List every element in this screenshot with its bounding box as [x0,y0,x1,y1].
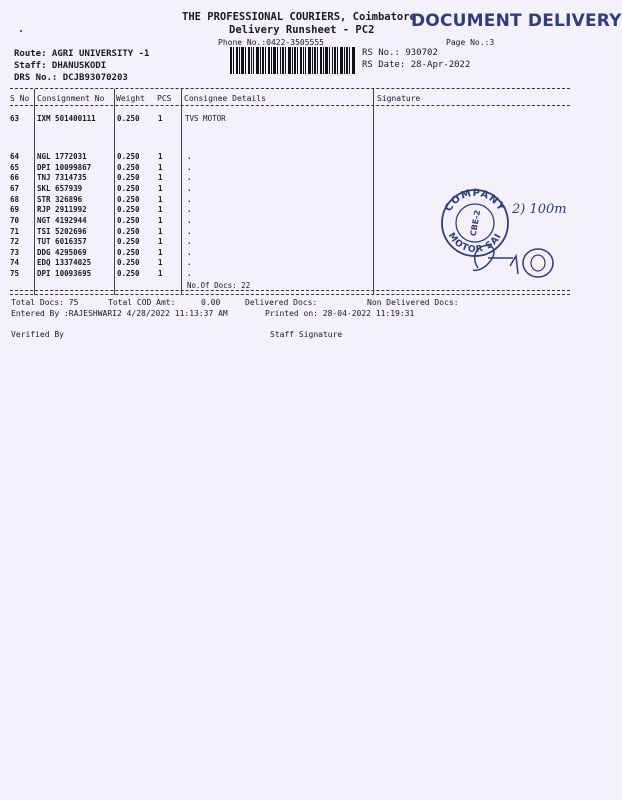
row-consignment: TSI 5202696 [37,227,87,236]
handwritten-note: 2) 100m [512,202,567,217]
row-sno: 63 [10,114,20,123]
row-consignment: EDQ 13374025 [37,258,92,267]
row-consignment: RJP 2911992 [37,205,87,214]
verified-by: Verified By [11,330,64,339]
row-details: . [187,248,192,257]
row-sno: 66 [10,173,20,182]
row-details: . [187,152,192,161]
row-pcs: 1 [158,227,163,236]
row-sno: 73 [10,248,20,257]
row-consignment: DDG 4295069 [37,248,87,257]
row-pcs: 1 [158,205,163,214]
col-header-sno: S No [10,94,30,103]
drs-number: DRS No.: DCJB93070203 [14,73,128,83]
row-weight: 0.250 [117,114,140,123]
row-weight: 0.250 [117,216,140,225]
col-header-consignee: Consignee Details [184,94,266,103]
row-weight: 0.250 [117,163,140,172]
row-consignment: STR 326896 [37,195,83,204]
row-consignment: NGT 4192944 [37,216,87,225]
row-details: . [187,195,192,204]
total-cod-value: 0.00 [201,298,221,307]
row-details: . [187,216,192,225]
entered-by: Entered By :RAJESHWARI2 4/28/2022 11:13:37 AM [11,309,228,318]
row-pcs: 1 [158,195,163,204]
row-consignment: DPI 10099867 [37,163,92,172]
row-details: . [187,173,192,182]
runsheet-title: Delivery Runsheet - PC2 [229,24,375,36]
row-weight: 0.250 [117,195,140,204]
table-bottom-rule [10,290,570,291]
barcode [230,47,355,74]
row-consignment: SKL 657939 [37,184,83,193]
row-details: . [187,163,192,172]
row-details: TVS MOTOR [185,114,226,123]
row-weight: 0.250 [117,269,140,278]
row-pcs: 1 [158,269,163,278]
row-consignment: TUT 6016357 [37,237,87,246]
row-consignment: TNJ 7314735 [37,173,87,182]
col-divider [181,89,182,295]
staff-signature: Staff Signature [270,330,343,339]
col-header-weight: Weight [116,94,145,103]
col-divider [34,89,35,295]
row-weight: 0.250 [117,227,140,236]
row-weight: 0.250 [117,205,140,214]
row-consignment: IXM 501400111 [37,114,96,123]
row-weight: 0.250 [117,258,140,267]
row-sno: 67 [10,184,20,193]
company-seal-stamp [438,178,588,288]
row-weight: 0.250 [117,173,140,182]
seal-top-text: COMPANY [443,187,507,214]
row-sno: 70 [10,216,20,225]
signature-scribble [473,246,513,271]
row-sno: 74 [10,258,20,267]
row-sno: 65 [10,163,20,172]
route: Route: AGRI UNIVERSITY -1 [14,49,150,59]
staff: Staff: DHANUSKODI [14,61,107,71]
stray-dot [20,30,22,32]
page-number: Page No.:3 [446,38,495,47]
row-sno: 68 [10,195,20,204]
row-sno: 72 [10,237,20,246]
row-weight: 0.250 [117,184,140,193]
rs-date: RS Date: 28-Apr-2022 [362,60,471,70]
row-sno: 71 [10,227,20,236]
row-pcs: 1 [158,216,163,225]
col-header-consignment: Consignment No [37,94,105,103]
row-details: . [187,269,192,278]
row-consignment: NGL 1772031 [37,152,87,161]
row-weight: 0.250 [117,237,140,246]
delivered-docs: Delivered Docs: [245,298,318,307]
col-divider [114,89,115,295]
seal-center-text: CBE-2 [468,209,483,237]
row-pcs: 1 [158,258,163,267]
col-header-signature: Signature [377,94,421,103]
non-delivered-docs: Non Delivered Docs: [367,298,459,307]
row-sno: 69 [10,205,20,214]
row-pcs: 1 [158,184,163,193]
row-details: . [187,205,192,214]
total-docs: Total Docs: 75 [11,298,79,307]
row-sno: 75 [10,269,20,278]
row-details: . [187,237,192,246]
table-top-rule [10,88,570,89]
company-name: THE PROFESSIONAL COURIERS, Coimbatore [182,11,416,23]
col-divider [373,89,374,295]
row-details: . [187,227,192,236]
row-pcs: 1 [158,114,163,123]
row-details: . [187,258,192,267]
total-cod-label: Total COD Amt: [108,298,176,307]
row-weight: 0.250 [117,248,140,257]
col-header-pcs: PCS [157,94,172,103]
document-delivery-stamp: DOCUMENT DELIVERY [411,11,622,31]
table-header-rule [10,105,570,106]
printed-on: Printed on: 28-04-2022 11:19:31 [265,309,415,318]
row-sno: 64 [10,152,20,161]
row-weight: 0.250 [117,152,140,161]
row-consignment: DPI 10093695 [37,269,92,278]
row-pcs: 1 [158,163,163,172]
rs-number: RS No.: 930702 [362,48,438,58]
phone-number: Phone No.:0422-3505555 [218,38,324,47]
row-pcs: 1 [158,237,163,246]
seal-bottom-text: MOTOR SAI [445,231,505,256]
row-pcs: 1 [158,173,163,182]
no-of-docs: No.Of Docs: 22 [187,281,251,290]
table-bottom-rule-2 [10,294,570,295]
row-pcs: 1 [158,248,163,257]
row-pcs: 1 [158,152,163,161]
row-details: . [187,184,192,193]
